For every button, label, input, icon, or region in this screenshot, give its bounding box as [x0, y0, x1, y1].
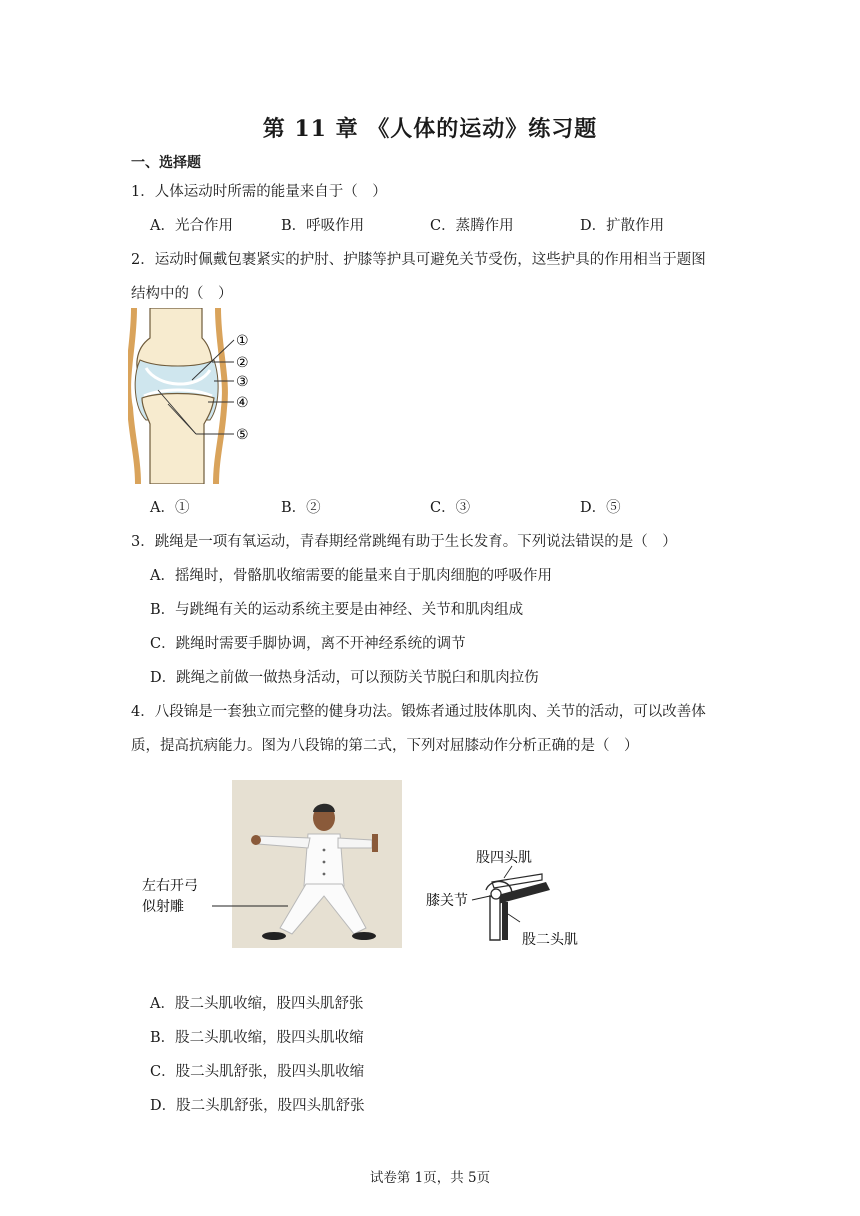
question-2-stem-line-2: 结构中的（ ） [131, 286, 233, 302]
section-heading: 一、选择题 [131, 155, 201, 171]
option-d[interactable]: D．扩散作用 [580, 218, 665, 234]
label-2: ② [236, 355, 249, 371]
lower-bone [142, 394, 214, 485]
option-c[interactable]: C．跳绳时需要手脚协调，离不开神经系统的调节 [150, 636, 466, 652]
option-d[interactable]: D．跳绳之前做一做热身活动，可以预防关节脱臼和肌肉拉伤 [150, 670, 539, 686]
option-d[interactable]: D．股二头肌舒张，股四头肌舒张 [150, 1098, 365, 1114]
option-a[interactable]: A．摇绳时，骨骼肌收缩需要的能量来自于肌肉细胞的呼吸作用 [150, 568, 552, 584]
baduanjin-figure [140, 778, 600, 950]
question-4-stem-line-1: 4．八段锦是一套独立而完整的健身功法。锻炼者通过肢体肌肉、关节的活动，可以改善体 [131, 704, 706, 720]
option-c[interactable]: C．蒸腾作用 [430, 218, 514, 234]
caption-line-2: 似射雕 [142, 899, 184, 915]
label-4: ④ [236, 395, 249, 411]
option-a[interactable]: A．股二头肌收缩，股四头肌舒张 [150, 996, 364, 1012]
label-3: ③ [236, 374, 249, 390]
knee-joint-diagram [128, 308, 268, 484]
option-a[interactable]: A．光合作用 [150, 218, 233, 234]
option-b[interactable]: B．股二头肌收缩，股四头肌收缩 [150, 1030, 364, 1046]
label-quadriceps: 股四头肌 [476, 850, 532, 866]
option-d[interactable]: D．⑤ [580, 500, 621, 516]
question-2-options [150, 496, 621, 517]
option-b[interactable]: B．呼吸作用 [281, 218, 365, 234]
label-knee-joint: 膝关节 [426, 893, 468, 909]
question-1-stem: 1．人体运动时所需的能量来自于（ ） [131, 184, 387, 200]
caption-line-1: 左右开弓 [142, 878, 198, 894]
lower-leg [490, 896, 500, 940]
option-a[interactable]: A．① [150, 500, 190, 516]
option-b[interactable]: B．② [281, 500, 321, 516]
label-hamstring: 股二头肌 [522, 932, 578, 948]
question-4-stem-line-2: 质，提高抗病能力。图为八段锦的第二式，下列对屈膝动作分析正确的是（ ） [131, 738, 639, 754]
label-1: ① [236, 333, 249, 349]
knee-joint [491, 889, 501, 899]
option-b[interactable]: B．与跳绳有关的运动系统主要是由神经、关节和肌肉组成 [150, 602, 524, 618]
option-c[interactable]: C．股二头肌舒张，股四头肌收缩 [150, 1064, 365, 1080]
page-footer: 试卷第 1页，共 5页 [369, 1170, 491, 1186]
option-c[interactable]: C．③ [430, 500, 471, 516]
question-1-options [150, 214, 664, 235]
page-title: 第 11 章 《人体的运动》练习题 [262, 116, 598, 142]
question-3-stem: 3．跳绳是一项有氧运动，青春期经常跳绳有助于生长发育。下列说法错误的是（ ） [131, 534, 677, 550]
question-2-stem-line-1: 2．运动时佩戴包裹紧实的护肘、护膝等护具可避免关节受伤，这些护具的作用相当于题图 [131, 252, 706, 268]
label-5: ⑤ [236, 427, 249, 443]
